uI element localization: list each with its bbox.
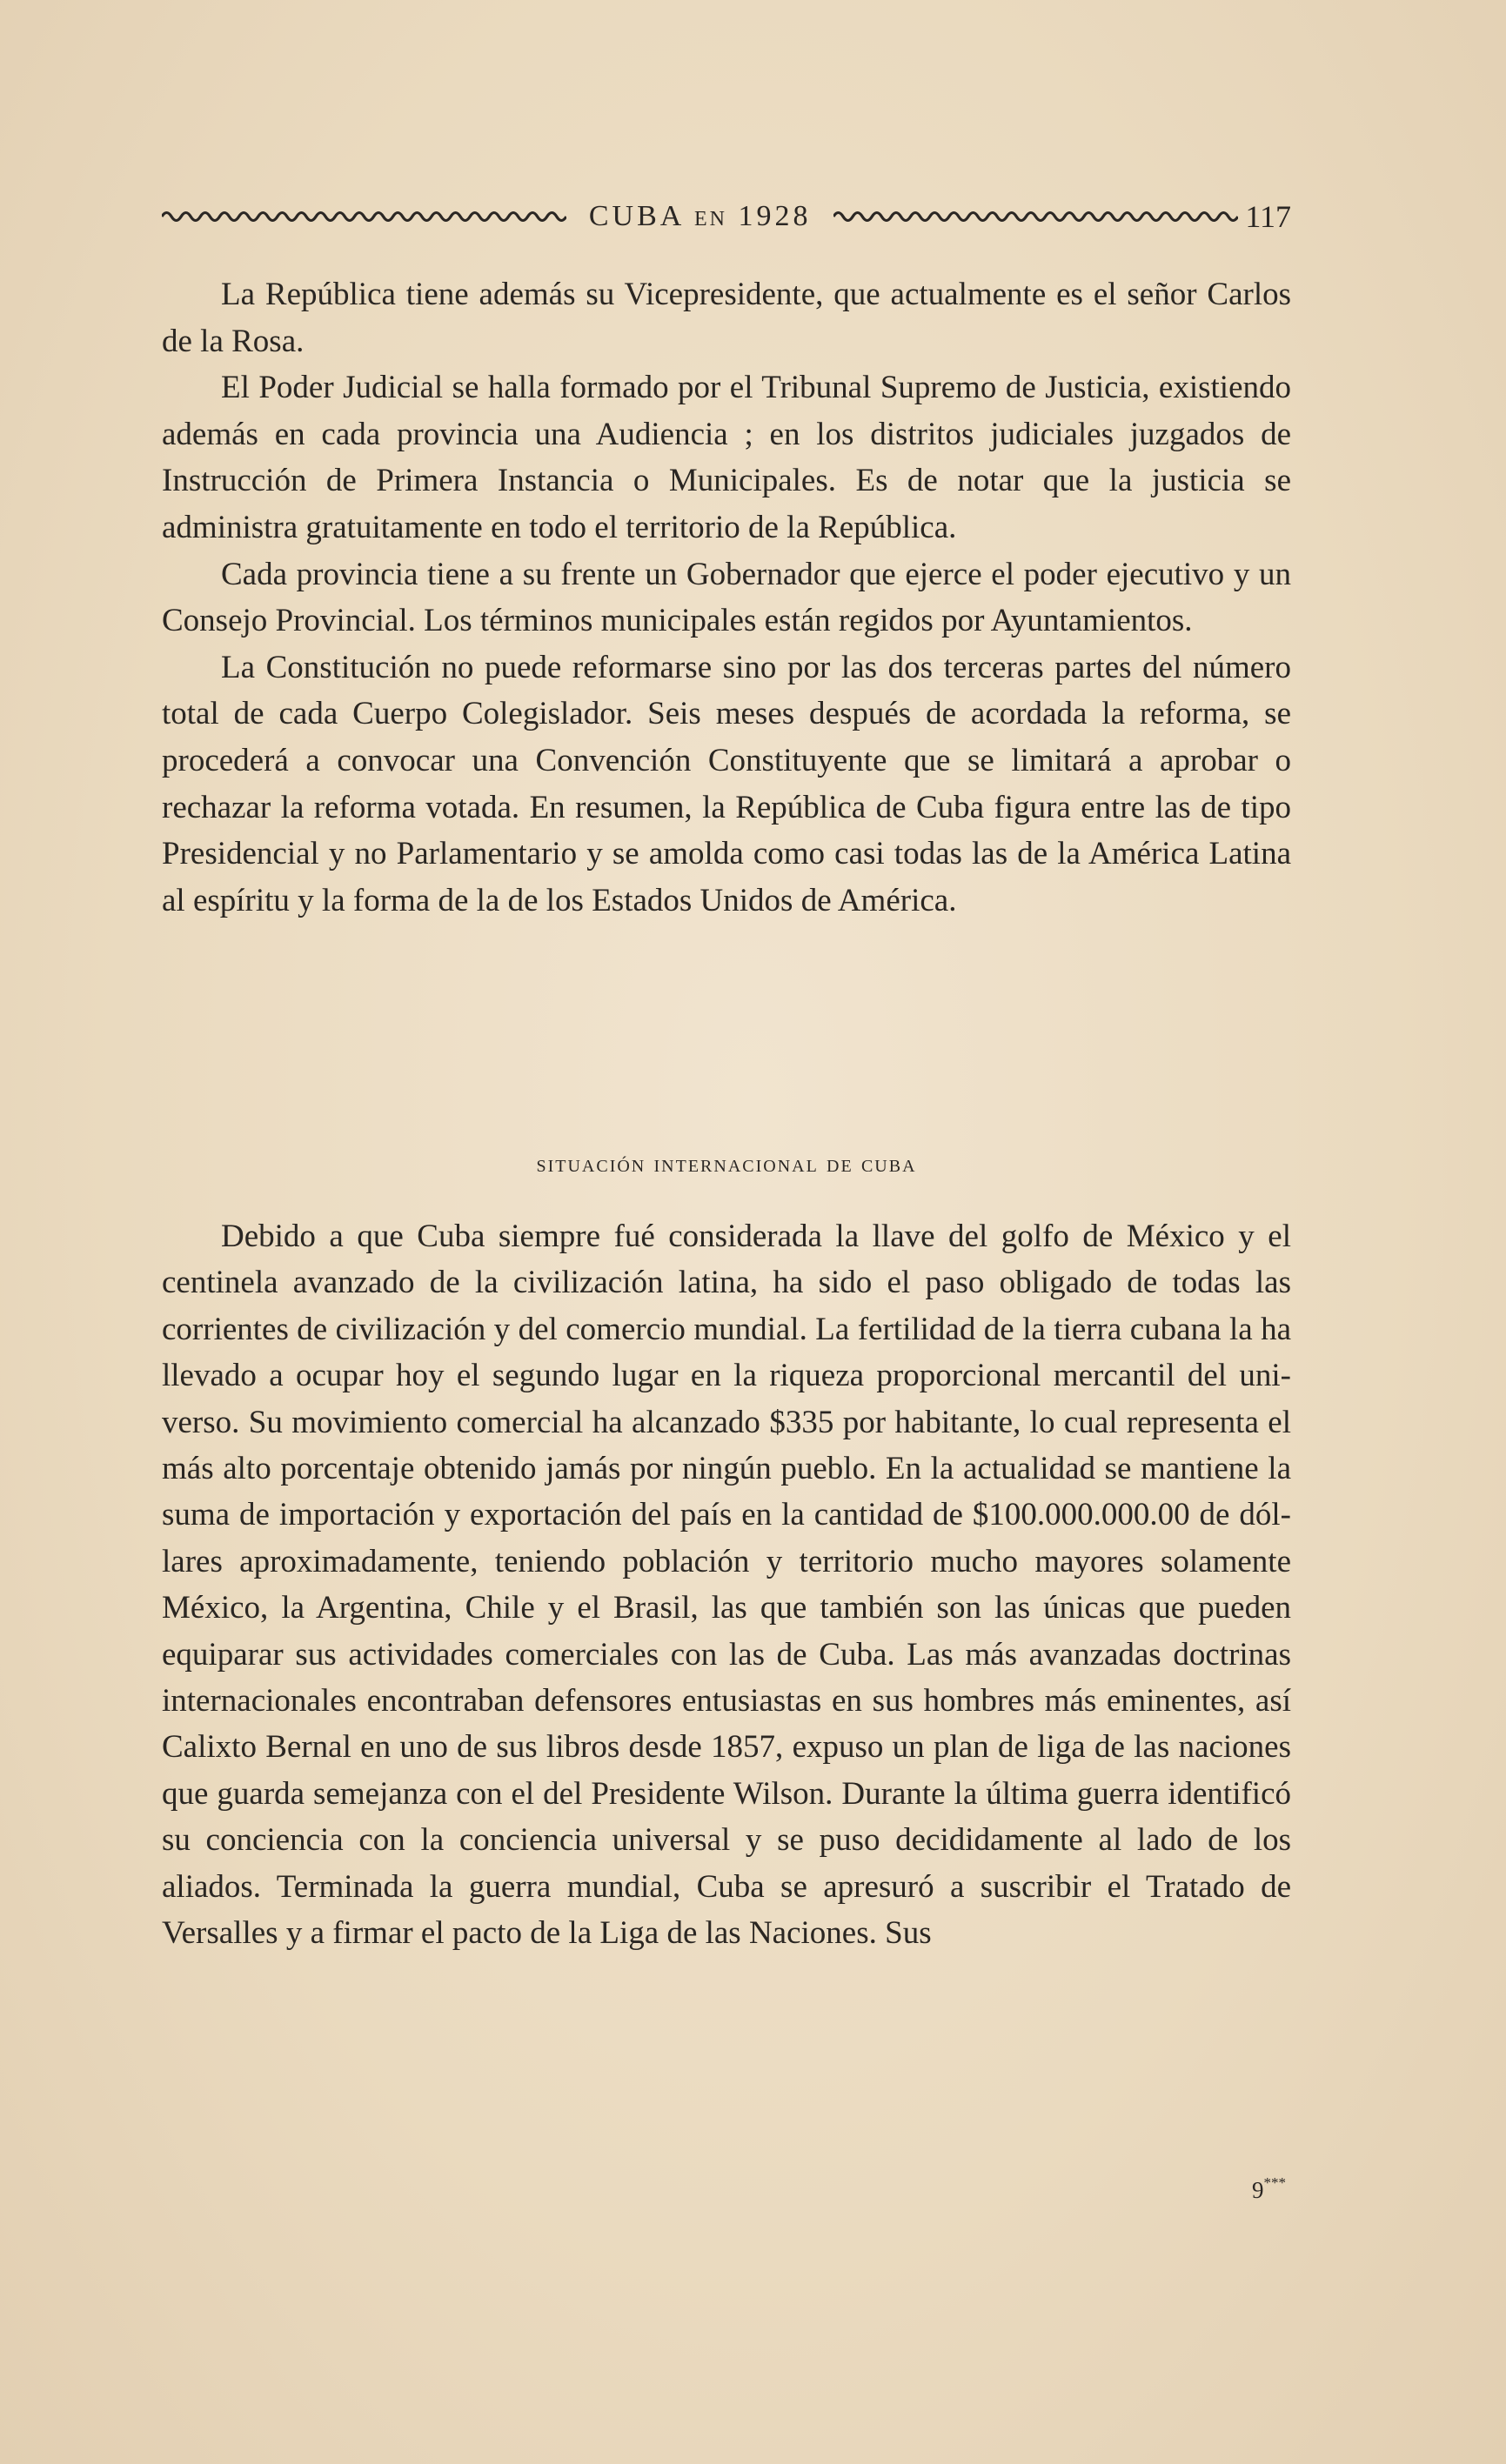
page-number: 117 <box>1245 199 1292 234</box>
running-head-preposition: EN <box>693 208 727 230</box>
running-head <box>162 196 1291 237</box>
body-text-top <box>162 271 1291 924</box>
book-page <box>162 0 1291 2464</box>
paragraph: La República tiene además su Vicepresidente, que actualmente es el señor Carlos de la Rosa. <box>162 277 1291 359</box>
paragraph: El Poder Judicial se halla formado por el Tribunal Supremo de Justicia, existiendo además en cada provincia una Audiencia ; en los distritos judiciales juzgados de Instrucción de Primera Instancia o Municipales. Es de notar que la justicia se administra gratuitamente en todo el territorio de la República. <box>162 370 1291 545</box>
paragraph: La Constitución no puede reformarse sino por las dos terceras partes del número total de cada Cuerpo Colegislador. Seis meses después de acordada la reforma, se procederá a convocar una Convención Constituyente que se limitará a aprobar o rechazar la reforma votada. En resumen, la República de Cuba figura entre las de tipo Presidencial y no Parlamentario y se amolda como casi todas las de la América Latina al espíritu y la forma de la de los Estados Unidos de América. <box>162 649 1291 918</box>
running-head-title <box>566 200 834 233</box>
wavy-rule-left <box>162 207 566 226</box>
running-head-country: CUBA <box>588 200 684 232</box>
paragraph: Debido a que Cuba siempre fué considerada la llave del golfo de México y el centinela avanzado de la civilización latina, ha sido el paso obligado de todas las corrientes de civilización y del comercio mundial. La fertilidad de la tierra cubana la ha llevado a ocupar hoy el segundo lugar en la riqueza proporcional mercantil del universo. Su movimiento comercial ha alcanzado $335 por habitante, lo cual representa el más alto porcentaje obtenido jamás por ningún pueblo. En la actualidad se mantiene la suma de importación y exportación del país en la cantidad de $100.000.000.00 de dóllares aproximadamente, teniendo población y territorio mucho mayores solamente México, la Argentina, Chile y el Brasil, las que también son las únicas que pueden equiparar sus actividades comerciales con las de Cuba. Las más avanzadas doctrinas internacionales encontraban defensores entusiastas en sus hombres más eminentes, así Calixto Bernal en uno de sus libros desde 1857, expuso un plan de liga de las naciones que guarda semejanza con el del Presidente Wilson. Durante la última guerra identificó su conciencia con la conciencia universal y se puso decididamente al lado de los aliados. Terminada la guerra mundial, Cuba se apresuró a suscribir el Tratado de Versalles y a firmar el pacto de la Liga de las Naciones. Sus <box>162 1219 1291 1952</box>
signature-stars: *** <box>1263 2174 1286 2191</box>
paragraph: Cada provincia tiene a su frente un Gobernador que ejerce el poder ejecutivo y un Consejo Provincial. Los términos municipales están regidos por Ayuntamientos. <box>162 556 1291 639</box>
running-head-year: 1928 <box>738 200 812 232</box>
section-heading: situación internacional de cuba <box>536 1150 917 1178</box>
wavy-rule-right <box>833 207 1238 226</box>
signature-number: 9 <box>1252 2177 1264 2203</box>
body-text-bottom <box>162 1213 1291 1957</box>
signature-mark <box>1252 2174 1286 2204</box>
